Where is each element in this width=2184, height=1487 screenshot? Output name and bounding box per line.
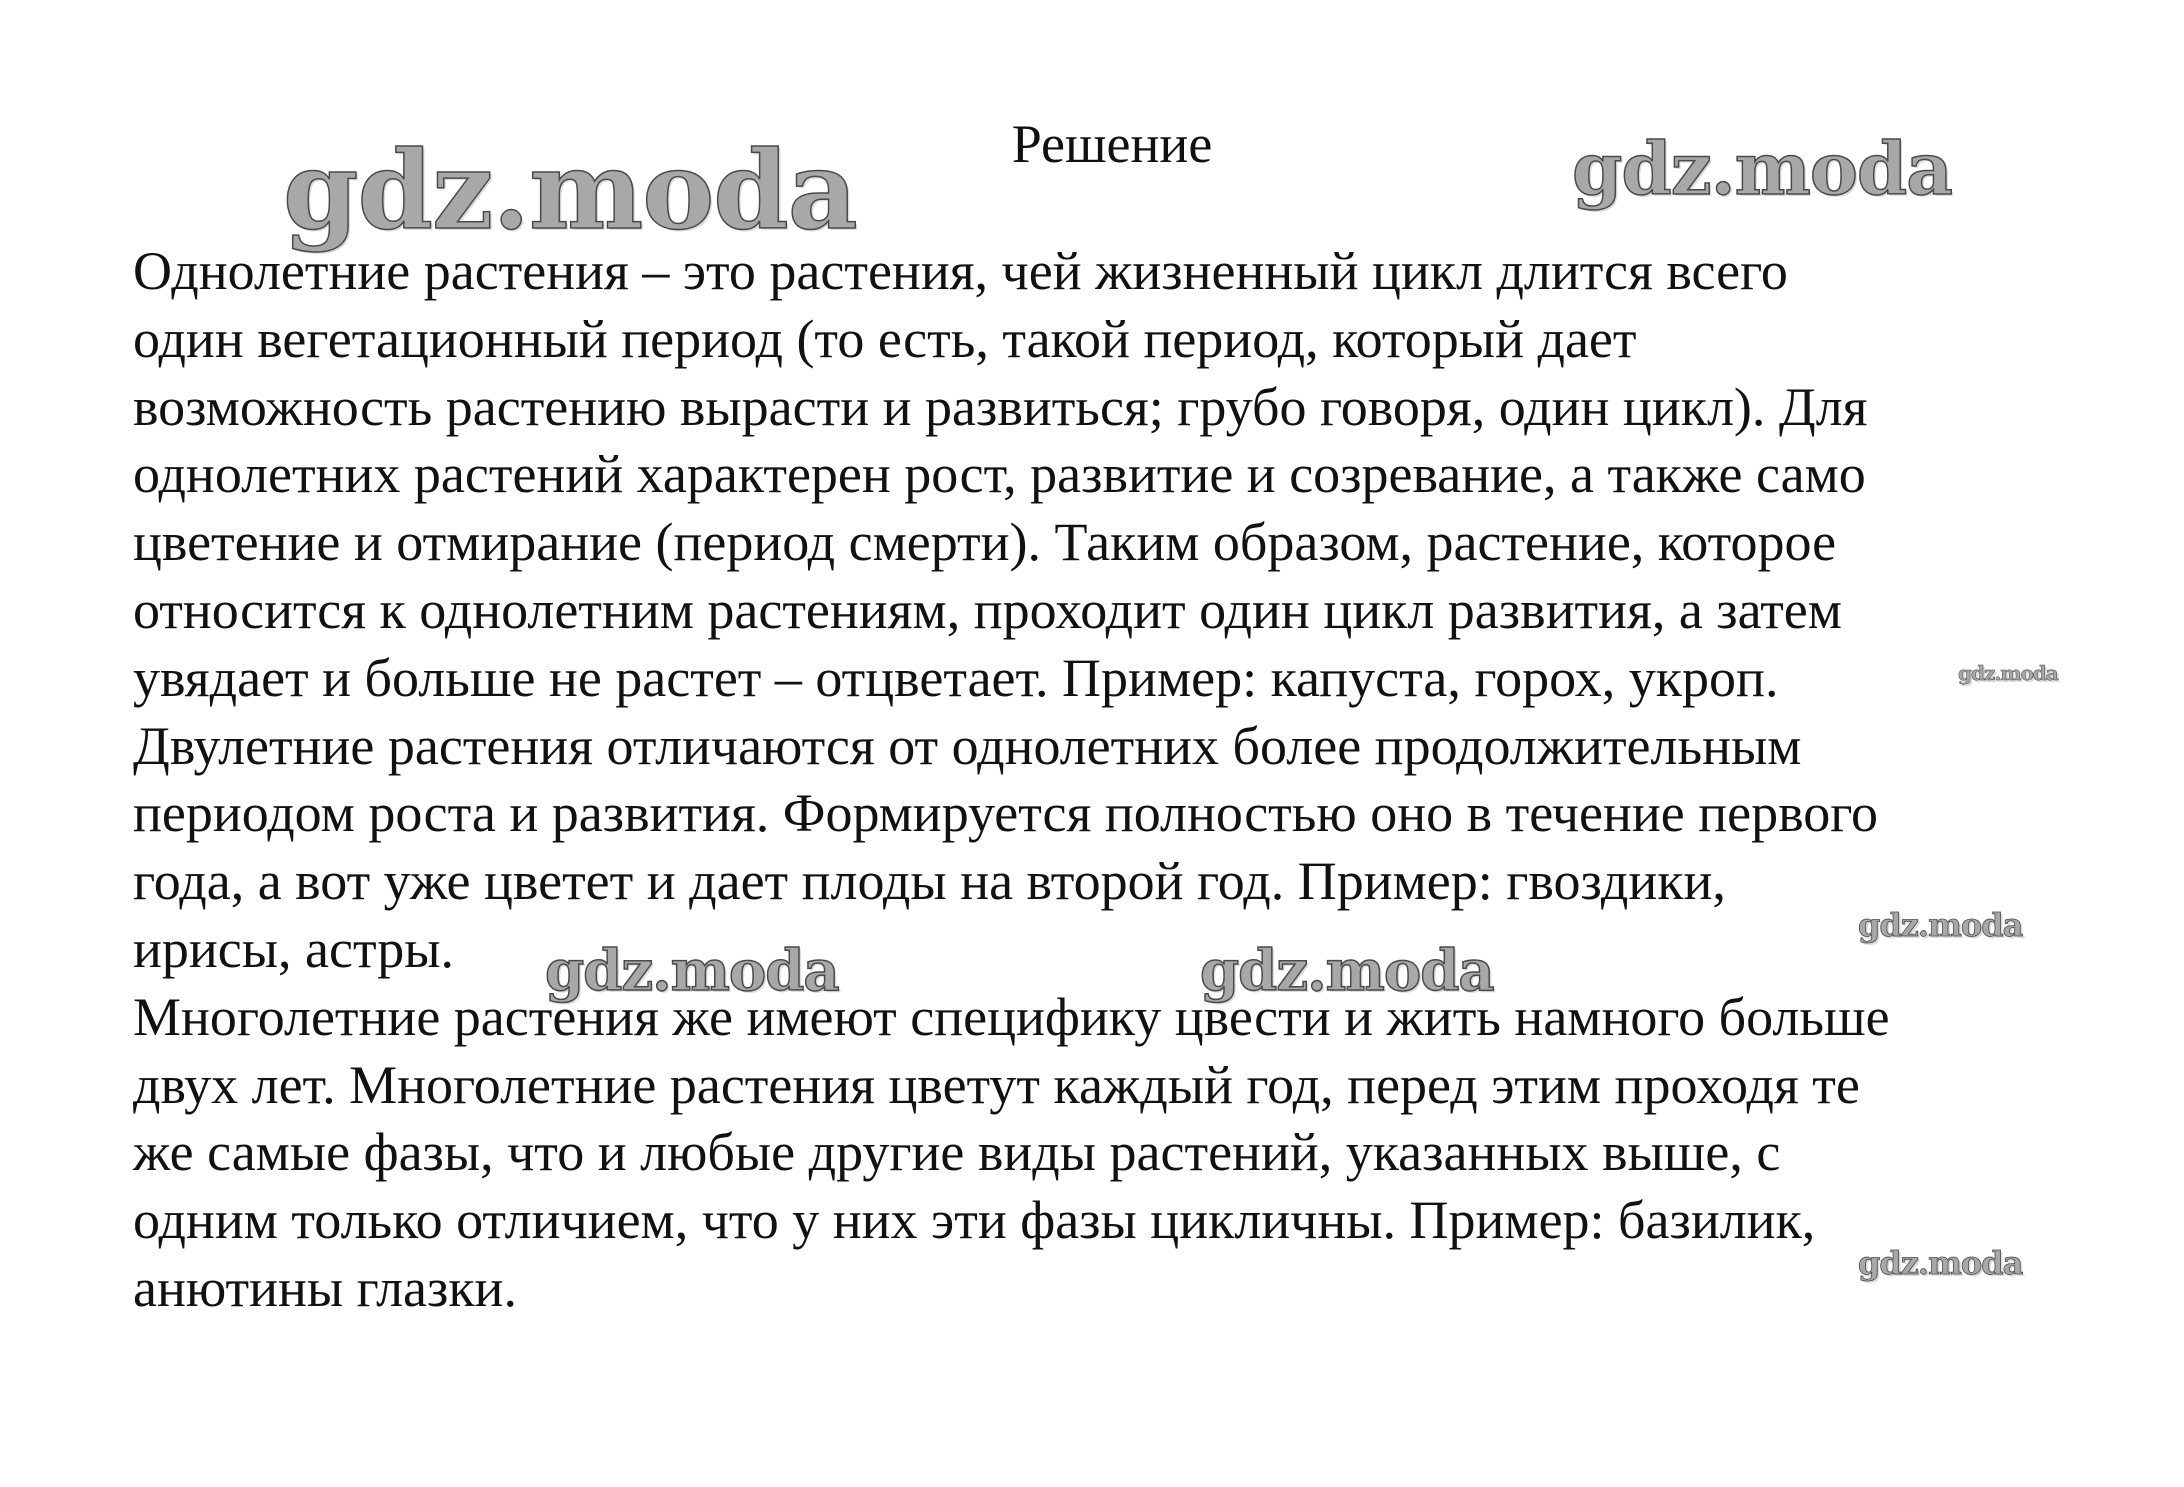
text-line: Однолетние растения – это растения, чей жизненный цикл длится всего — [133, 241, 1788, 301]
text-line: года, а вот уже цветет и дает плоды на второй год. Пример: гвоздики, — [133, 851, 1726, 912]
text-line: однолетних растений характерен рост, развитие и созревание, а также само — [133, 444, 1866, 505]
text-line: анютины глазки. — [133, 1257, 517, 1318]
text-line: одним только отличием, что у них эти фазы цикличны. Пример: базилик, — [133, 1190, 1816, 1251]
text-line: увядает и больше не растет – отцветает. Пример: капуста, горох, укроп. — [133, 647, 1779, 708]
text-line: периодом роста и развития. Формируется полностью оно в течение первого — [133, 783, 1879, 844]
text-line: возможность растению вырасти и развиться; грубо говоря, один цикл). Для — [133, 376, 1868, 437]
watermark: gdz.moda — [1858, 906, 2023, 944]
text-line: же самые фазы, что и любые другие виды растений, указанных выше, с — [133, 1122, 1781, 1183]
text-line: Двулетние растения отличаются от однолетних более продолжительным — [133, 715, 1802, 776]
watermark: gdz.moda — [1958, 661, 2058, 685]
watermark: gdz.moda — [283, 128, 857, 254]
text-line: двух лет. Многолетние растения цветут каждый год, перед этим проходя те — [133, 1054, 1860, 1115]
text-line: относится к однолетним растениям, проходит один цикл развития, а затем — [133, 579, 1842, 640]
text-line: Многолетние растения же имеют специфику цвести и жить намного больше — [133, 986, 1890, 1047]
text-line: цветение и отмирание (период смерти). Таким образом, растение, которое — [133, 512, 1837, 573]
text-line: один вегетационный период (то есть, такой период, который дает — [133, 308, 1637, 369]
watermark: gdz.moda — [1572, 126, 1952, 211]
watermark: gdz.moda — [1858, 1244, 2023, 1282]
page-title: Решение — [1011, 114, 1213, 174]
text-line: ирисы, астры. — [133, 918, 455, 979]
watermark: gdz.moda — [545, 938, 839, 1004]
document-body — [133, 238, 2163, 1323]
watermark: gdz.moda — [1200, 938, 1494, 1004]
